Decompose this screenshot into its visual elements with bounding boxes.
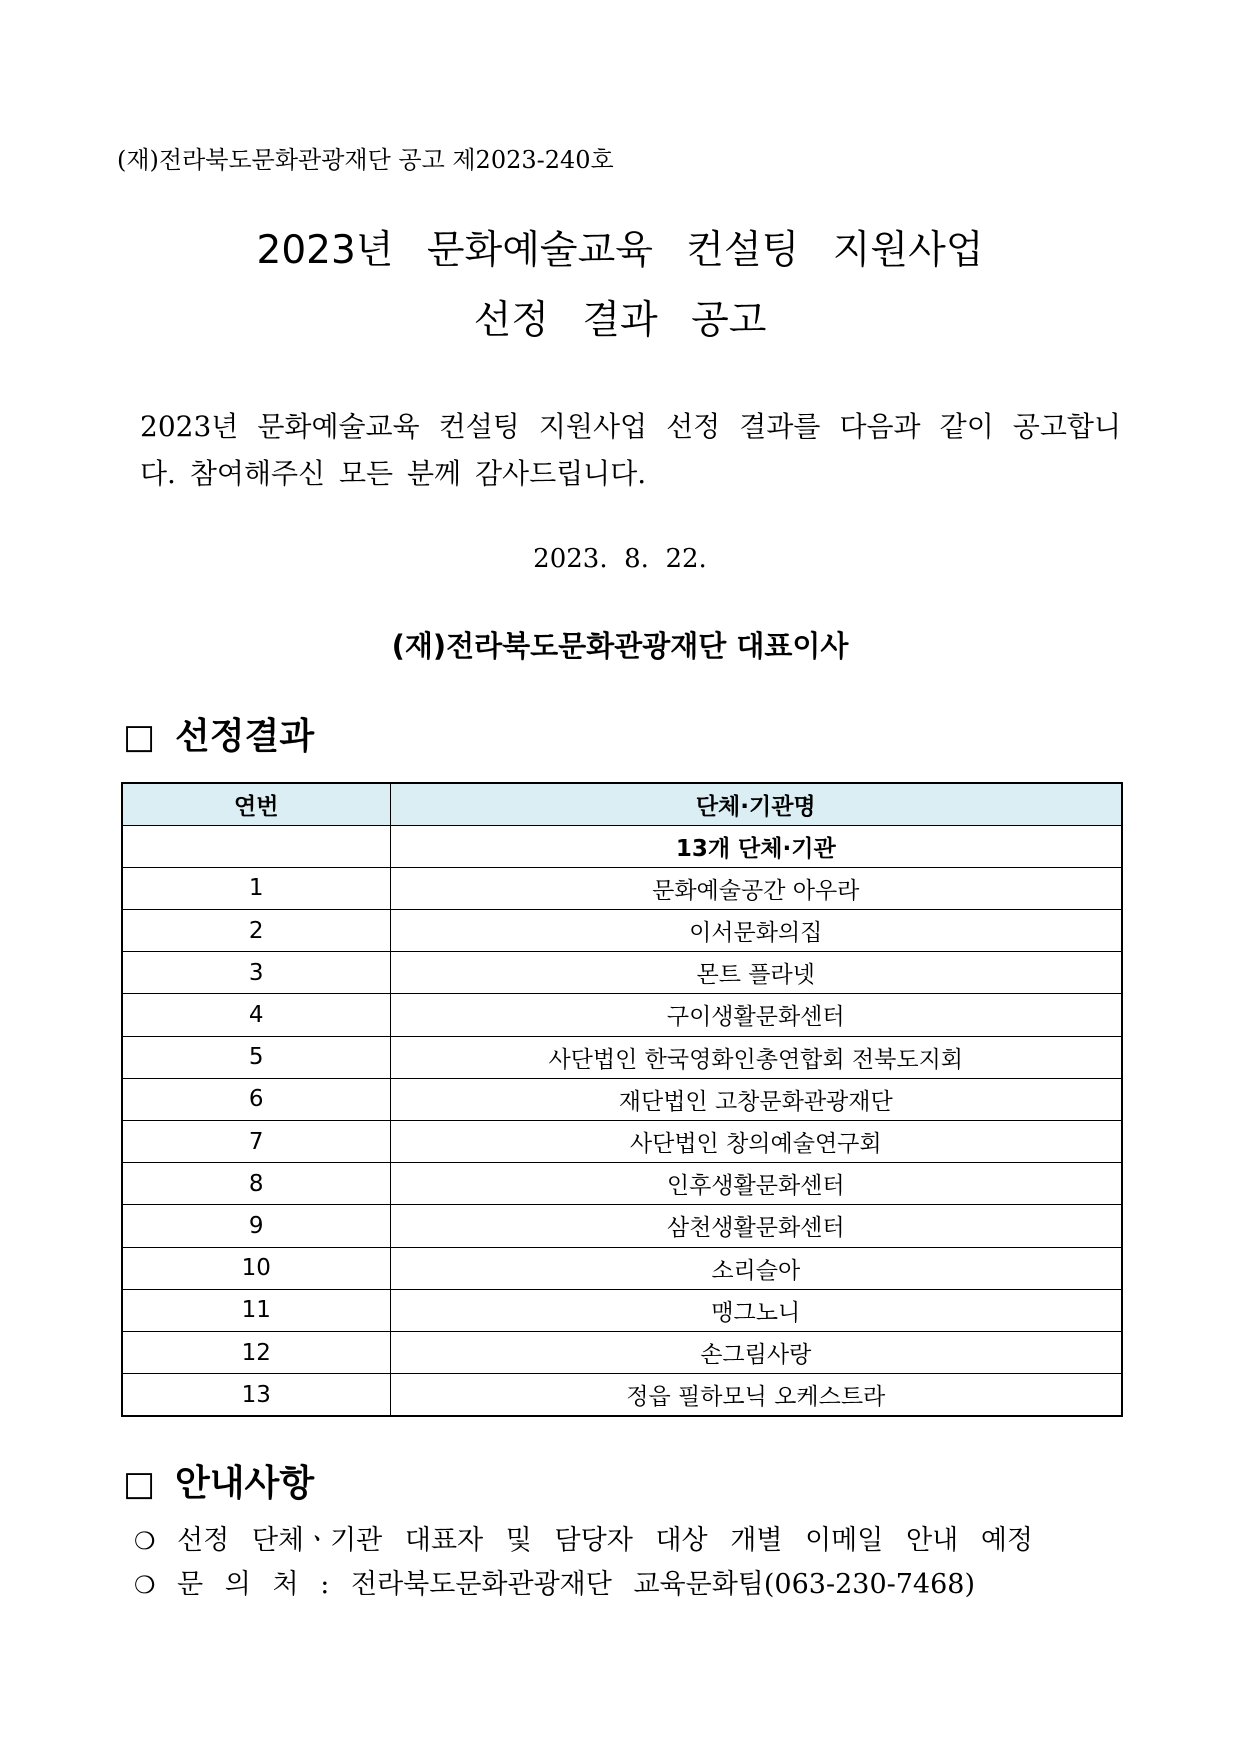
row-name-cell: 사단법인 한국영화인총연합회 전북도지회 xyxy=(390,1036,1122,1078)
table-row xyxy=(122,1036,1122,1078)
intro-line-1: 2023년 문화예술교육 컨설팅 지원사업 선정 결과를 다음과 같이 공고합니 xyxy=(140,410,1121,443)
title-line-2: 선정 결과 공고 xyxy=(473,298,767,343)
row-name-cell: 인후생활문화센터 xyxy=(390,1163,1122,1205)
row-name-cell: 문화예술공간 아우라 xyxy=(390,867,1122,909)
circle-bullet-icon: ❍ xyxy=(134,1571,156,1599)
circle-bullet-icon: ❍ xyxy=(134,1527,156,1555)
checkbox-square-icon: □ xyxy=(123,717,156,757)
notice-date: 2023. 8. 22. xyxy=(533,544,707,574)
notice-number: (재)전라북도문화관광재단 공고 제2023-240호 xyxy=(117,146,614,174)
row-name-cell: 재단법인 고창문화관광재단 xyxy=(390,1078,1122,1120)
row-number-cell: 12 xyxy=(122,1331,390,1373)
checkbox-square-icon: □ xyxy=(123,1464,156,1504)
row-name-cell: 몬트 플라넷 xyxy=(390,952,1122,994)
summary-number-cell xyxy=(122,825,390,867)
document-title xyxy=(0,216,1240,356)
table-row xyxy=(122,1120,1122,1162)
table-row xyxy=(122,1331,1122,1373)
table-row xyxy=(122,1374,1122,1416)
table-row xyxy=(122,952,1122,994)
row-name-cell: 정읍 필하모닉 오케스트라 xyxy=(390,1374,1122,1416)
row-number-cell: 10 xyxy=(122,1247,390,1289)
guide-item xyxy=(134,1563,1033,1607)
row-number-cell: 4 xyxy=(122,994,390,1036)
table-header-row xyxy=(122,783,1122,825)
row-number-cell: 2 xyxy=(122,909,390,951)
row-name-cell: 이서문화의집 xyxy=(390,909,1122,951)
table-summary-row xyxy=(122,825,1122,867)
guide-heading-text: 안내사항 xyxy=(175,1463,315,1504)
guide-item-text: 문 의 처 : 전라북도문화관광재단 교육문화팀(063-230-7468) xyxy=(177,1569,975,1600)
row-number-cell: 6 xyxy=(122,1078,390,1120)
results-section-heading xyxy=(123,713,314,761)
row-number-cell: 9 xyxy=(122,1205,390,1247)
table-row xyxy=(122,1289,1122,1331)
row-name-cell: 사단법인 창의예술연구회 xyxy=(390,1120,1122,1162)
guide-item xyxy=(134,1519,1033,1563)
row-number-cell: 3 xyxy=(122,952,390,994)
row-name-cell: 구이생활문화센터 xyxy=(390,994,1122,1036)
row-number-cell: 8 xyxy=(122,1163,390,1205)
results-table xyxy=(121,782,1123,1417)
row-name-cell: 소리슬아 xyxy=(390,1247,1122,1289)
table-row xyxy=(122,909,1122,951)
table-row xyxy=(122,1163,1122,1205)
intro-paragraph xyxy=(140,403,1121,497)
guide-section-heading xyxy=(123,1460,314,1508)
guide-item-text: 선정 단체ㆍ기관 대표자 및 담당자 대상 개별 이메일 안내 예정 xyxy=(177,1525,1033,1556)
table-row xyxy=(122,994,1122,1036)
intro-line-2: 다. 참여해주신 모든 분께 감사드립니다. xyxy=(140,457,647,490)
row-number-cell: 1 xyxy=(122,867,390,909)
row-number-cell: 13 xyxy=(122,1374,390,1416)
row-number-cell: 7 xyxy=(122,1120,390,1162)
title-line-1: 2023년 문화예술교육 컨설팅 지원사업 xyxy=(256,228,984,273)
table-row xyxy=(122,867,1122,909)
row-name-cell: 손그림사랑 xyxy=(390,1331,1122,1373)
table-row xyxy=(122,1078,1122,1120)
column-header-name: 단체·기관명 xyxy=(390,783,1122,825)
issuer-signature: (재)전라북도문화관광재단 대표이사 xyxy=(391,629,849,663)
table-row xyxy=(122,1247,1122,1289)
results-heading-text: 선정결과 xyxy=(175,716,315,757)
row-name-cell: 맹그노니 xyxy=(390,1289,1122,1331)
row-name-cell: 삼천생활문화센터 xyxy=(390,1205,1122,1247)
summary-name-cell: 13개 단체·기관 xyxy=(390,825,1122,867)
row-number-cell: 5 xyxy=(122,1036,390,1078)
row-number-cell: 11 xyxy=(122,1289,390,1331)
table-row xyxy=(122,1205,1122,1247)
column-header-number: 연번 xyxy=(122,783,390,825)
